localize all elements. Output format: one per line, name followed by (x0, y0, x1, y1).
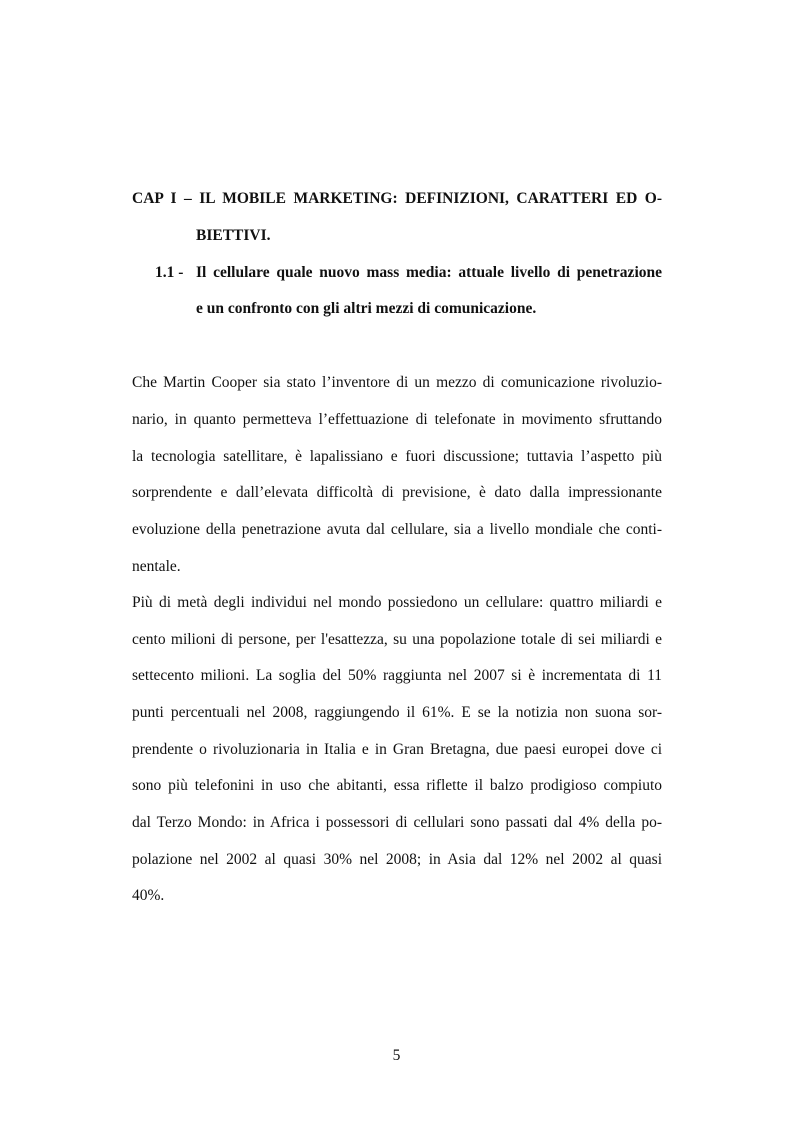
chapter-title-line-2: BIETTIVI. (196, 227, 271, 244)
page-number: 5 (392, 1047, 401, 1064)
paragraph-1-line: nario, in quanto permetteva l’effettuazione di telefonate in movimento sfruttando (132, 411, 662, 428)
paragraph-1-line: la tecnologia satellitare, è lapalissiano e fuori discussione; tuttavia l’aspetto più (132, 448, 662, 465)
paragraph-2-line: prendente o rivoluzionaria in Italia e in Gran Bretagna, due paesi europei dove ci (132, 741, 662, 758)
paragraph-1-line: evoluzione della penetrazione avuta dal cellulare, sia a livello mondiale che conti- (132, 521, 662, 538)
paragraph-2-line: polazione nel 2002 al quasi 30% nel 2008; in Asia dal 12% nel 2002 al quasi (132, 851, 662, 868)
paragraph-2-line: 40%. (132, 887, 165, 904)
paragraph-2-line: Più di metà degli individui nel mondo possiedono un cellulare: quattro miliardi e (132, 594, 662, 611)
section-title-line-2: e un confronto con gli altri mezzi di comunicazione. (196, 300, 537, 317)
paragraph-2-line: cento milioni di persone, per l'esattezza, su una popolazione totale di sei miliardi e (132, 631, 662, 648)
paragraph-2-line: settecento milioni. La soglia del 50% raggiunta nel 2007 si è incrementata di 11 (132, 667, 662, 684)
chapter-title-line-1: CAP I – IL MOBILE MARKETING: DEFINIZIONI, CARATTERI ED O- (132, 190, 662, 207)
paragraph-1-line: Che Martin Cooper sia stato l’inventore di un mezzo di comunicazione rivoluzio- (132, 374, 662, 391)
paragraph-1-line: sorprendente e dall’elevata difficoltà di previsione, è dato dalla impressionante (132, 484, 662, 501)
paragraph-2-line: dal Terzo Mondo: in Africa i possessori di cellulari sono passati dal 4% della po- (132, 814, 662, 831)
section-number: 1.1 - (155, 264, 184, 281)
paragraph-2-line: sono più telefonini in uso che abitanti, essa riflette il balzo prodigioso compiuto (132, 777, 662, 794)
section-title-line-1: Il cellulare quale nuovo mass media: attuale livello di penetrazione (196, 264, 662, 281)
paragraph-2-line: punti percentuali nel 2008, raggiungendo il 61%. E se la notizia non suona sor- (132, 704, 662, 721)
paragraph-1-line: nentale. (132, 558, 181, 575)
